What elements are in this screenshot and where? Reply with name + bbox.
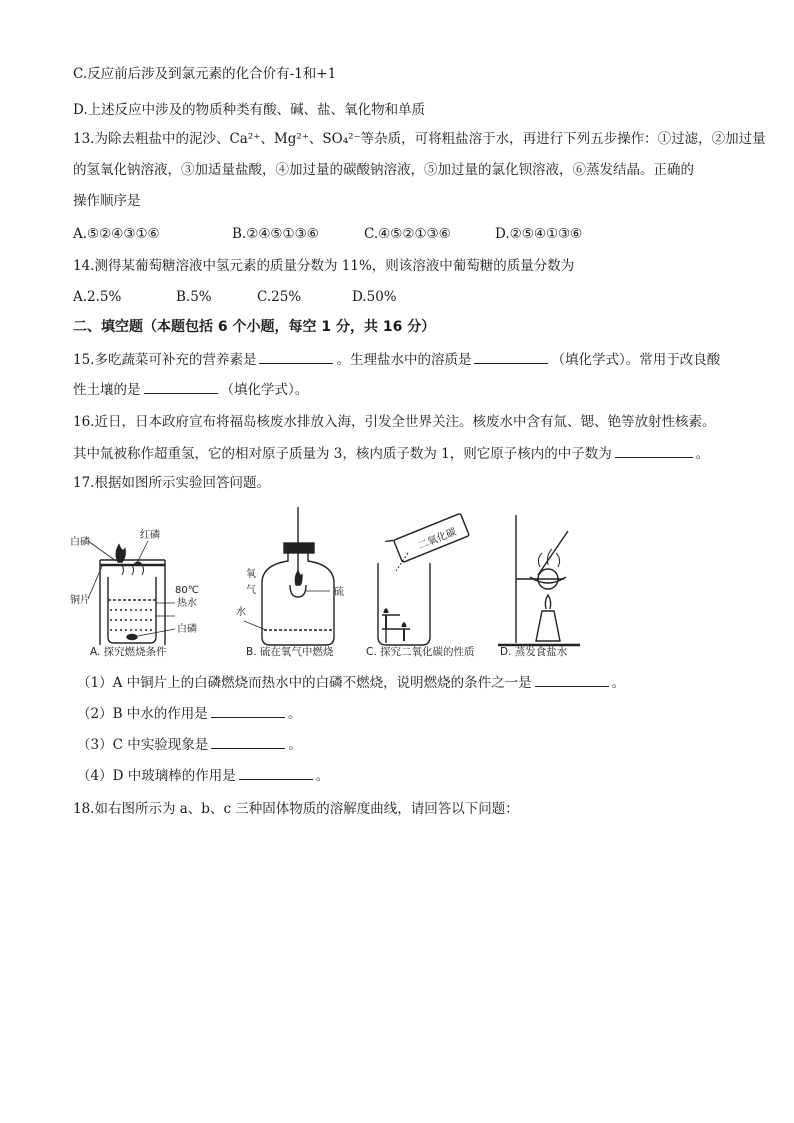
label-temperature: 80℃: [175, 585, 199, 596]
q14-option-b: B.5%: [176, 289, 212, 305]
label-white-phosphorus-water: 白磷: [177, 624, 197, 635]
setup-a: [88, 541, 175, 645]
label-red-phosphorus: 红磷: [140, 530, 160, 541]
q14-option-c: C.25%: [257, 289, 302, 305]
label-white-phosphorus: 白磷: [70, 537, 90, 548]
caption-d: D. 蒸发食盐水: [500, 646, 568, 658]
caption-c: C. 探究二氧化碳的性质: [366, 646, 475, 658]
q12-option-c: C.反应前后涉及到氯元素的化合价有-1和+1: [73, 66, 337, 82]
label-water: 水: [236, 607, 246, 618]
section-heading: 二、填空题（本题包括 6 个小题，每空 1 分，共 16 分）: [73, 319, 436, 335]
q13-option-c: C.④⑤②①③⑥: [364, 226, 451, 242]
answer-blank[interactable]: [211, 735, 285, 749]
q13-option-a: A.⑤②④③①⑥: [73, 226, 160, 242]
q12-option-d: D.上述反应中涉及的物质种类有酸、碱、盐、氧化物和单质: [73, 102, 426, 118]
answer-blank[interactable]: [239, 766, 313, 780]
setup-d: [498, 515, 580, 645]
q13-stem-line1: 13.为除去粗盐中的泥沙、Ca²⁺、Mg²⁺、SO₄²⁻等杂质，可将粗盐溶于水，再进行下列五步操作：①过滤，②加过量: [73, 131, 766, 147]
answer-blank[interactable]: [474, 350, 548, 364]
experiment-diagram: [70, 505, 590, 660]
answer-blank[interactable]: [259, 350, 333, 364]
q17-stem: 17.根据如图所示实验回答问题。: [73, 475, 270, 491]
label-copper-plate: 铜片: [70, 595, 90, 606]
q17-part2: （2）B 中水的作用是 。: [77, 706, 302, 722]
q13-option-b: B.②④⑤①③⑥: [232, 226, 319, 242]
label-sulfur: 硫: [334, 587, 344, 598]
caption-a: A. 探究燃烧条件: [90, 646, 167, 658]
q13-option-d: D.②⑤④①③⑥: [495, 226, 583, 242]
label-oxygen-2: 气: [246, 585, 256, 596]
answer-blank[interactable]: [535, 673, 609, 687]
q15-line1: 15.多吃蔬菜可补充的营养素是 。生理盐水中的溶质是 （填化学式）。常用于改良酸: [73, 352, 721, 368]
experiment-figure: [70, 505, 590, 660]
q14-options: [73, 288, 397, 306]
setup-b: [244, 507, 334, 645]
q16-line1: 16.近日，日本政府宣布将福岛核废水排放入海，引发全世界关注。核废水中含有氚、锶、铯等放射性核素。: [73, 414, 716, 430]
q17-part4: （4）D 中玻璃棒的作用是 。: [77, 768, 330, 784]
q15-line2: 性土壤的是 （填化学式）。: [73, 382, 309, 398]
answer-blank[interactable]: [144, 380, 218, 394]
q13-options: [73, 225, 582, 243]
q13-stem-line3: 操作顺序是: [73, 193, 141, 209]
q17-part3: （3）C 中实验现象是 。: [77, 737, 302, 753]
q14-option-a: A.2.5%: [73, 289, 122, 305]
q14-option-d: D.50%: [352, 289, 397, 305]
label-co2: 二氧化碳: [416, 526, 459, 552]
answer-blank[interactable]: [615, 444, 693, 458]
label-oxygen-1: 氧: [246, 569, 256, 580]
q17-part1: （1）A 中铜片上的白磷燃烧而热水中的白磷不燃烧，说明燃烧的条件之一是 。: [77, 675, 626, 691]
q16-line2: 其中氚被称作超重氢，它的相对原子质量为 3，核内质子数为 1，则它原子核内的中子数为 。: [73, 446, 710, 462]
q14-stem: 14.测得某葡萄糖溶液中氢元素的质量分数为 11%，则该溶液中葡萄糖的质量分数为: [73, 258, 575, 274]
caption-b: B. 硫在氧气中燃烧: [246, 646, 334, 658]
q18-stem: 18.如右图所示为 a、b、c 三种固体物质的溶解度曲线，请回答以下问题：: [73, 801, 519, 817]
answer-blank[interactable]: [211, 704, 285, 718]
q13-stem-line2: 的氢氧化钠溶液，③加适量盐酸，④加过量的碳酸钠溶液，⑤加过量的氯化钡溶液，⑥蒸发结晶。正确的: [73, 162, 694, 178]
label-hot-water: 热水: [177, 598, 197, 609]
